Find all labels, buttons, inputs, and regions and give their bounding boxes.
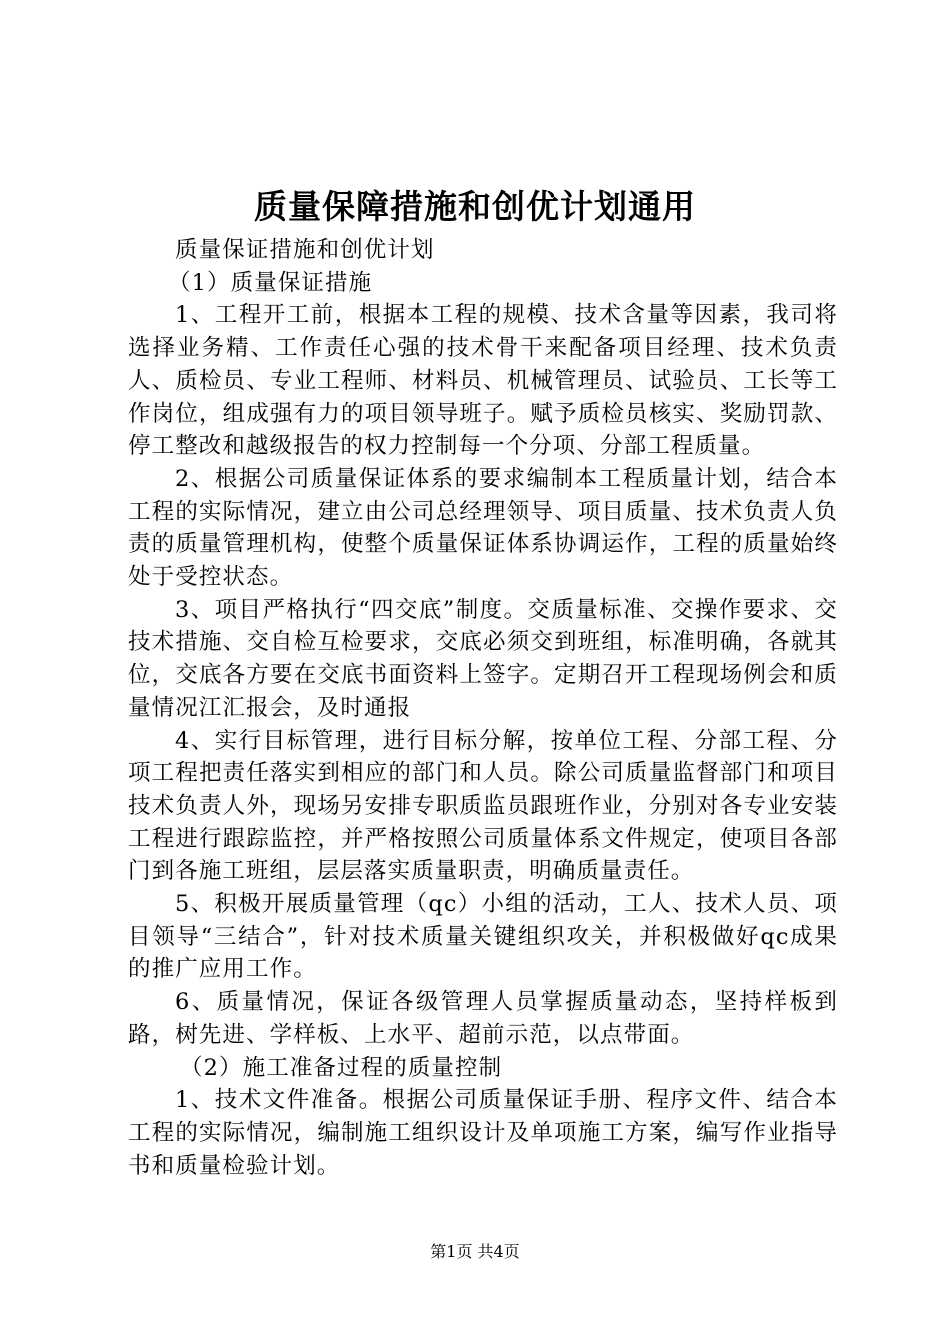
paragraph-4: 4、实行目标管理，进行目标分解，按单位工程、分部工程、分项工程把责任落实到相应的部门和人员。除公司质量监督部门和项目技术负责人外，现场另安排专职质监员跟班作业，分别对各专业安装工程进行跟踪监控，并严格按照公司质量体系文件规定，使项目各部门到各施工班组，层层落实质量职责，明确质量责任。 xyxy=(128,727,838,885)
document-body xyxy=(128,234,838,1182)
paragraph-3: 3、项目严格执行“四交底”制度。交质量标准、交操作要求、交技术措施、交自检互检要求，交底必须交到班组，标准明确，各就其位，交底各方要在交底书面资料上签字。定期召开工程现场例会和质量情况江汇报会，及时通报 xyxy=(128,596,838,721)
paragraph-6: 6、质量情况，保证各级管理人员掌握质量动态，坚持样板到路，树先进、学样板、上水平、超前示范，以点带面。 xyxy=(128,989,838,1048)
paragraph-7: 1、技术文件准备。根据公司质量保证手册、程序文件、结合本工程的实际情况，编制施工组织设计及单项施工方案，编写作业指导书和质量检验计划。 xyxy=(128,1087,838,1179)
subtitle: 质量保证措施和创优计划 xyxy=(175,237,435,263)
section-heading-quality-assurance: （1）质量保证措施 xyxy=(168,269,373,296)
paragraph-2: 2、根据公司质量保证体系的要求编制本工程质量计划，结合本工程的实际情况，建立由公司总经理领导、项目质量、技术负责人负责的质量管理机构，使整个质量保证体系协调运作，工程的质量始终处于受控状态。 xyxy=(128,465,838,591)
page-indicator: 第1页 共4页 xyxy=(430,1242,520,1261)
paragraph-5: 5、积极开展质量管理（qc）小组的活动，工人、技术人员、项目领导“三结合”，针对技术质量关键组织攻关，并积极做好qc成果的推广应用工作。 xyxy=(128,891,838,983)
paragraph-1: 1、工程开工前，根据本工程的规模、技术含量等因素，我司将选择业务精、工作责任心强的技术骨干来配备项目经理、技术负责人、质检员、专业工程师、材料员、机械管理员、试验员、工长等工作岗位，组成强有力的项目领导班子。赋予质检员核实、奖励罚款、停工整改和越级报告的权力控制每一个分项、分部工程质量。 xyxy=(128,302,838,460)
document-title: 质量保障措施和创优计划通用 xyxy=(254,187,696,226)
section-heading-preparation: （2）施工准备过程的质量控制 xyxy=(180,1054,503,1081)
